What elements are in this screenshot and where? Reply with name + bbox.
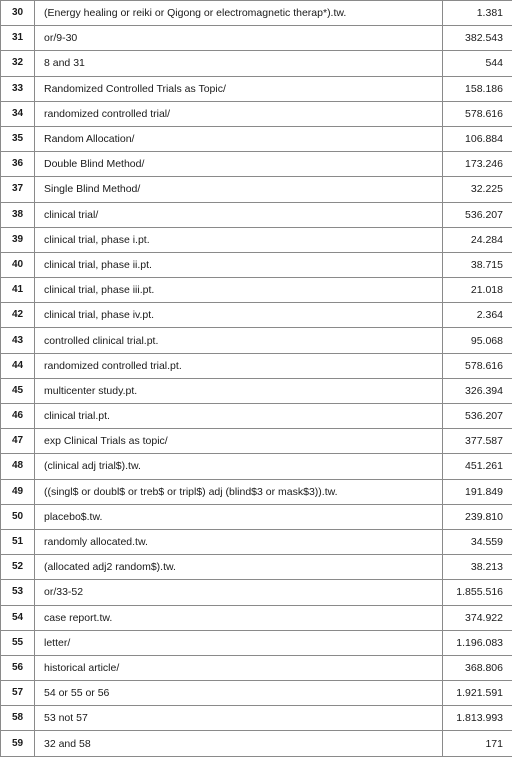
search-query: or/33-52 [35, 580, 443, 605]
table-row [1, 1, 512, 26]
result-count: 1.813.993 [443, 706, 512, 731]
search-query: placebo$.tw. [35, 504, 443, 529]
table-row [1, 655, 512, 680]
search-line-number: 57 [1, 681, 35, 706]
search-query: 53 not 57 [35, 706, 443, 731]
search-query: Single Blind Method/ [35, 177, 443, 202]
search-line-number: 46 [1, 404, 35, 429]
result-count: 38.213 [443, 555, 512, 580]
result-count: 544 [443, 51, 512, 76]
table-row [1, 731, 512, 756]
search-query: case report.tw. [35, 605, 443, 630]
search-line-number: 35 [1, 126, 35, 151]
table-row [1, 328, 512, 353]
search-line-number: 40 [1, 252, 35, 277]
table-row [1, 252, 512, 277]
table-row [1, 152, 512, 177]
search-line-number: 33 [1, 76, 35, 101]
search-line-number: 36 [1, 152, 35, 177]
result-count: 158.186 [443, 76, 512, 101]
search-query: 54 or 55 or 56 [35, 681, 443, 706]
result-count: 1.381 [443, 1, 512, 26]
result-count: 34.559 [443, 529, 512, 554]
table-row [1, 378, 512, 403]
result-count: 1.855.516 [443, 580, 512, 605]
result-count: 191.849 [443, 479, 512, 504]
search-line-number: 50 [1, 504, 35, 529]
table-row [1, 51, 512, 76]
search-line-number: 48 [1, 454, 35, 479]
result-count: 451.261 [443, 454, 512, 479]
result-count: 2.364 [443, 303, 512, 328]
search-query: multicenter study.pt. [35, 378, 443, 403]
table-row [1, 630, 512, 655]
table-row [1, 101, 512, 126]
table-row [1, 227, 512, 252]
table-row [1, 177, 512, 202]
search-line-number: 47 [1, 429, 35, 454]
search-query: historical article/ [35, 655, 443, 680]
table-row [1, 605, 512, 630]
search-query: Random Allocation/ [35, 126, 443, 151]
search-line-number: 41 [1, 278, 35, 303]
table-row [1, 580, 512, 605]
result-count: 106.884 [443, 126, 512, 151]
search-query: exp Clinical Trials as topic/ [35, 429, 443, 454]
table-row [1, 76, 512, 101]
search-line-number: 38 [1, 202, 35, 227]
result-count: 1.196.083 [443, 630, 512, 655]
search-line-number: 43 [1, 328, 35, 353]
table-row [1, 681, 512, 706]
table-row [1, 353, 512, 378]
search-line-number: 52 [1, 555, 35, 580]
result-count: 374.922 [443, 605, 512, 630]
result-count: 21.018 [443, 278, 512, 303]
search-line-number: 39 [1, 227, 35, 252]
search-line-number: 59 [1, 731, 35, 756]
search-query: randomized controlled trial/ [35, 101, 443, 126]
result-count: 171 [443, 731, 512, 756]
search-line-number: 31 [1, 26, 35, 51]
search-strategy-table-body [1, 1, 512, 757]
search-line-number: 32 [1, 51, 35, 76]
table-row [1, 26, 512, 51]
search-line-number: 53 [1, 580, 35, 605]
table-row [1, 404, 512, 429]
search-line-number: 55 [1, 630, 35, 655]
search-line-number: 34 [1, 101, 35, 126]
table-row [1, 479, 512, 504]
search-line-number: 49 [1, 479, 35, 504]
table-row [1, 504, 512, 529]
search-line-number: 44 [1, 353, 35, 378]
search-query: Double Blind Method/ [35, 152, 443, 177]
search-query: letter/ [35, 630, 443, 655]
result-count: 24.284 [443, 227, 512, 252]
result-count: 536.207 [443, 202, 512, 227]
search-line-number: 45 [1, 378, 35, 403]
table-row [1, 278, 512, 303]
table-row [1, 529, 512, 554]
result-count: 1.921.591 [443, 681, 512, 706]
search-line-number: 37 [1, 177, 35, 202]
table-row [1, 429, 512, 454]
search-query: clinical trial/ [35, 202, 443, 227]
search-query: randomized controlled trial.pt. [35, 353, 443, 378]
result-count: 377.587 [443, 429, 512, 454]
search-line-number: 51 [1, 529, 35, 554]
table-row [1, 303, 512, 328]
search-query: ((singl$ or doubl$ or treb$ or tripl$) adj (blind$3 or mask$3)).tw. [35, 479, 443, 504]
search-query: clinical trial, phase iv.pt. [35, 303, 443, 328]
result-count: 32.225 [443, 177, 512, 202]
search-query: Randomized Controlled Trials as Topic/ [35, 76, 443, 101]
search-query: 32 and 58 [35, 731, 443, 756]
result-count: 38.715 [443, 252, 512, 277]
search-query: clinical trial.pt. [35, 404, 443, 429]
search-query: clinical trial, phase i.pt. [35, 227, 443, 252]
search-query: (clinical adj trial$).tw. [35, 454, 443, 479]
table-row [1, 126, 512, 151]
table-row [1, 454, 512, 479]
search-query: 8 and 31 [35, 51, 443, 76]
table-row [1, 706, 512, 731]
search-line-number: 30 [1, 1, 35, 26]
result-count: 578.616 [443, 353, 512, 378]
result-count: 536.207 [443, 404, 512, 429]
search-query: randomly allocated.tw. [35, 529, 443, 554]
result-count: 578.616 [443, 101, 512, 126]
result-count: 382.543 [443, 26, 512, 51]
search-line-number: 54 [1, 605, 35, 630]
search-query: or/9-30 [35, 26, 443, 51]
search-line-number: 58 [1, 706, 35, 731]
search-query: clinical trial, phase iii.pt. [35, 278, 443, 303]
table-row [1, 202, 512, 227]
result-count: 368.806 [443, 655, 512, 680]
table-row [1, 555, 512, 580]
search-line-number: 42 [1, 303, 35, 328]
search-query: (allocated adj2 random$).tw. [35, 555, 443, 580]
search-line-number: 56 [1, 655, 35, 680]
result-count: 326.394 [443, 378, 512, 403]
search-query: controlled clinical trial.pt. [35, 328, 443, 353]
search-query: clinical trial, phase ii.pt. [35, 252, 443, 277]
result-count: 95.068 [443, 328, 512, 353]
result-count: 239.810 [443, 504, 512, 529]
search-query: (Energy healing or reiki or Qigong or electromagnetic therap*).tw. [35, 1, 443, 26]
result-count: 173.246 [443, 152, 512, 177]
